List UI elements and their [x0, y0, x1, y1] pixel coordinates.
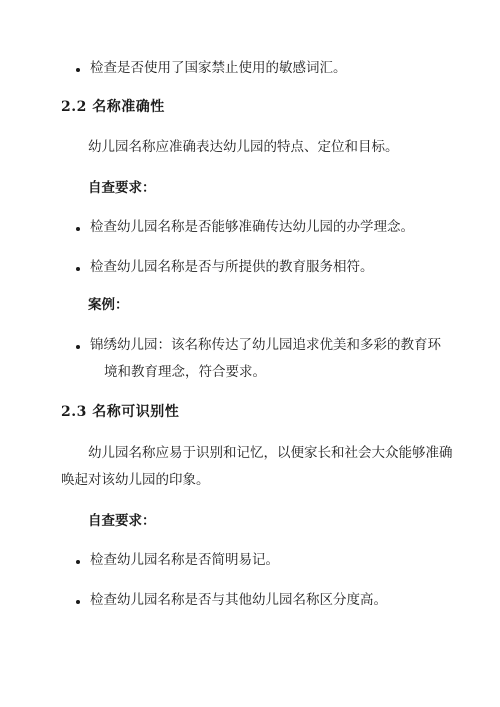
bullet-sensitive-words — [76, 58, 347, 78]
bullet-case-example — [76, 335, 441, 355]
bullet-icon — [76, 227, 80, 231]
paragraph-2-3-line2: 唤起对该幼儿园的印象。 — [61, 472, 210, 488]
bullet-icon — [76, 600, 80, 604]
bullet-icon — [76, 560, 80, 564]
bullet-service — [76, 257, 374, 277]
bullet-memorable — [76, 550, 279, 570]
bullet-icon — [76, 267, 80, 271]
bullet-icon — [76, 345, 80, 349]
section-heading-2-3: 2.3 名称可识别性 — [61, 404, 180, 420]
bullet-text-continued: 境和教育理念，符合要求。 — [104, 364, 266, 380]
bullet-text: 检查幼儿园名称是否简明易记。 — [90, 552, 279, 568]
bullet-text: 检查幼儿园名称是否与所提供的教育服务相符。 — [90, 259, 374, 275]
self-check-label: 自查要求： — [88, 180, 156, 196]
bullet-text: 检查幼儿园名称是否能够准确传达幼儿园的办学理念。 — [90, 219, 414, 235]
bullet-text: 锦绣幼儿园：该名称传达了幼儿园追求优美和多彩的教育环 — [90, 337, 441, 353]
paragraph-2-3-line1: 幼儿园名称应易于识别和记忆，以便家长和社会大众能够准确 — [88, 445, 453, 461]
bullet-icon — [76, 68, 80, 72]
section-heading-2-2: 2.2 名称准确性 — [61, 99, 165, 115]
bullet-philosophy — [76, 217, 414, 237]
paragraph-2-2: 幼儿园名称应准确表达幼儿园的特点、定位和目标。 — [88, 139, 399, 155]
bullet-distinct — [76, 590, 387, 610]
case-label: 案例： — [88, 297, 129, 313]
bullet-text: 检查是否使用了国家禁止使用的敏感词汇。 — [90, 60, 347, 76]
self-check-label: 自查要求： — [88, 513, 156, 529]
bullet-text: 检查幼儿园名称是否与其他幼儿园名称区分度高。 — [90, 592, 387, 608]
